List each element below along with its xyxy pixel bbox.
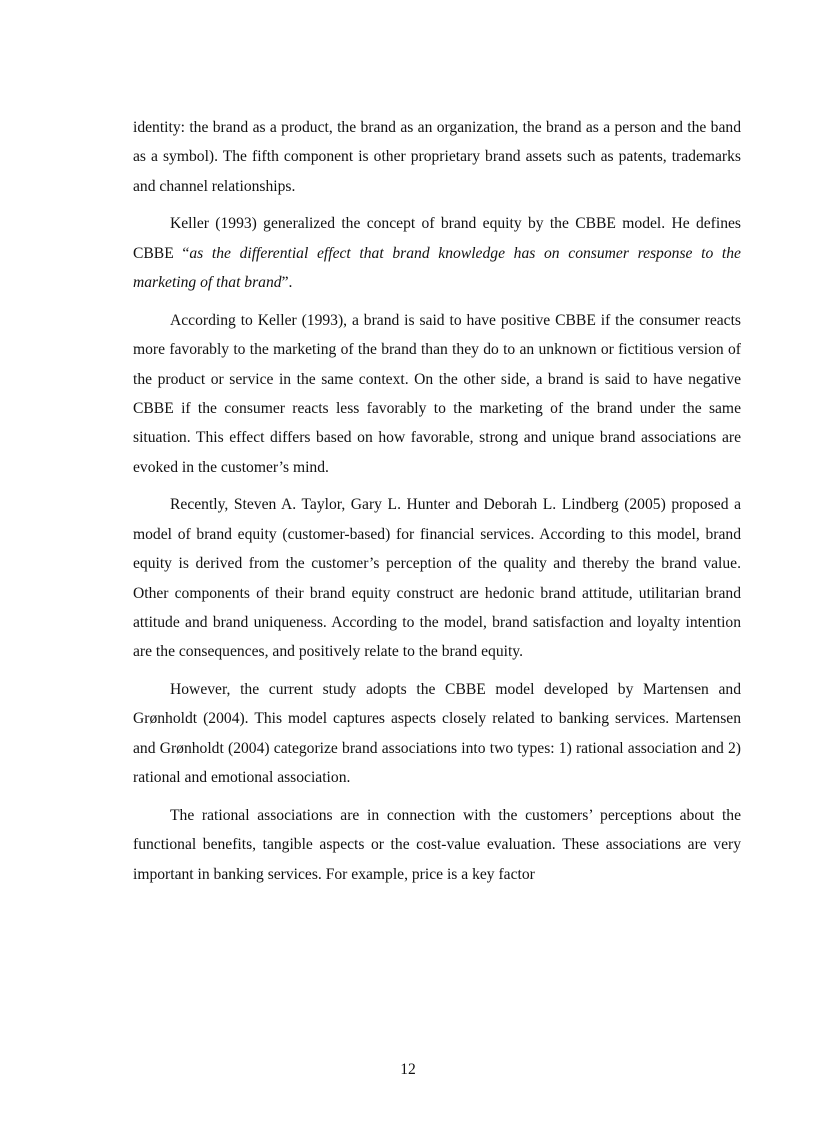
keller-definition-lead: Keller (1993) generalized the concept of brand equity by the CBBE model. He defines CBBE “ xyxy=(133,215,741,262)
keller-definition-quote: as the differential effect that brand knowledge has on consumer response to the marketing of that brand xyxy=(133,244,741,292)
paragraph-keller-definition xyxy=(133,209,741,297)
page-body xyxy=(133,113,741,889)
paragraph-rational-associations: The rational associations are in connection with the customers’ perceptions about the functional benefits, tangible aspects or the cost-value evaluation. These associations are very important in banking services. For example, price is a key factor xyxy=(133,806,741,883)
paragraph-positive-negative-cbbe: According to Keller (1993), a brand is said to have positive CBBE if the consumer reacts more favorably to the marketing of the brand than they do to an unknown or fictitious version of the product or service in the same context. On the other side, a brand is said to have negative CBBE if the consumer reacts less favorably to the marketing of the brand under the same situation. This effect differs based on how favorable, strong and unique brand associations are evoked in the customer’s mind. xyxy=(133,311,741,476)
page-number: 12 xyxy=(400,1061,416,1078)
paragraph-brand-identity: identity: the brand as a product, the brand as an organization, the brand as a person and the band as a symbol). The fifth component is other proprietary brand assets such as patents, trademarks and channel relationships. xyxy=(133,119,741,195)
paragraph-martensen-model: However, the current study adopts the CBBE model developed by Martensen and Grønholdt (2004). This model captures aspects closely related to banking services. Martensen and Grønholdt (2004) categorize brand associations into two types: 1) rational association and 2) rational and emotional association. xyxy=(133,681,741,787)
paragraph-taylor-model: Recently, Steven A. Taylor, Gary L. Hunter and Deborah L. Lindberg (2005) proposed a model of brand equity (customer-based) for financial services. According to this model, brand equity is derived from the customer’s perception of the quality and thereby the brand value. Other components of their brand equity construct are hedonic brand attitude, utilitarian brand attitude and brand uniqueness. According to the model, brand satisfaction and loyalty intention are the consequences, and positively relate to the brand equity. xyxy=(133,496,741,661)
keller-definition-close: ”. xyxy=(281,274,293,292)
